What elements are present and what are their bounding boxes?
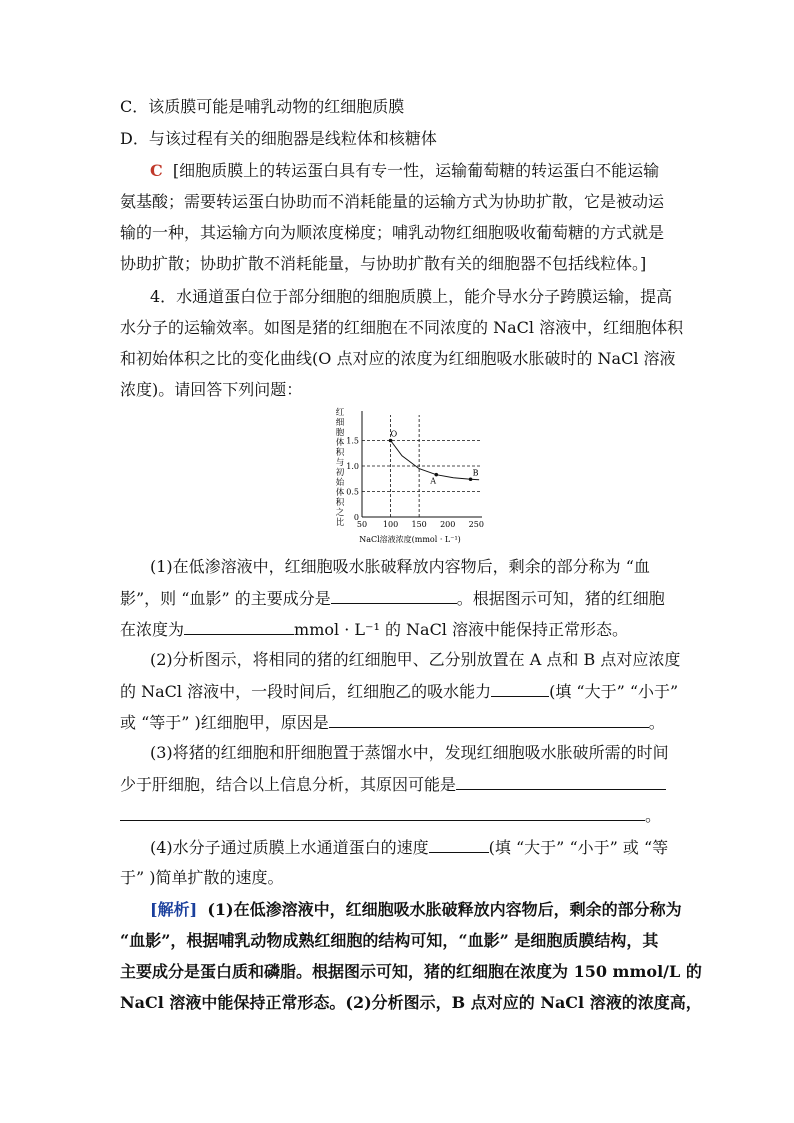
- q3-line-2: 少于肝细胞，结合以上信息分析，其原因可能是: [120, 773, 676, 796]
- y-tick-label: 0: [353, 513, 359, 522]
- question4-line-3: 和初始体积之比的变化曲线(O 点对应的浓度为红细胞吸水胀破时的 NaCl 溶液: [120, 349, 676, 368]
- x-tick-label: 200: [440, 520, 456, 529]
- q1-blank-2[interactable]: [184, 618, 294, 635]
- y-axis-title-char: 比: [335, 518, 345, 528]
- q3-line-1: (3)将猪的红细胞和肝细胞置于蒸馏水中，发现红细胞吸水胀破所需的时间: [150, 743, 669, 762]
- option-d: D．与该过程有关的细胞器是线粒体和核糖体: [120, 129, 437, 148]
- x-tick-label: 100: [382, 520, 399, 529]
- y-axis-title-char: 体: [335, 438, 345, 448]
- question4-line-2: 水分子的运输效率。如图是猪的红细胞在不同浓度的 NaCl 溶液中，红细胞体积: [120, 318, 684, 337]
- q4-line-1: (4)水分子通过质膜上水通道蛋白的速度 (填 “大于” “小于” 或 “等: [150, 838, 669, 857]
- analysis-line-4: NaCl 溶液中能保持正常形态。(2)分析图示，B 点对应的 NaCl 溶液的浓度高，: [120, 993, 702, 1012]
- prev-answer-line-4: 协助扩散；协助扩散不消耗能量，与协助扩散有关的细胞器不包括线粒体。]: [120, 254, 647, 273]
- data-point: [469, 477, 473, 481]
- question4-line-4: 浓度)。请回答下列问题：: [120, 380, 303, 399]
- q2-blank-1[interactable]: [491, 680, 549, 697]
- x-tick-label: 50: [356, 520, 368, 529]
- point-label: O: [390, 429, 398, 439]
- y-tick-label: 0.5: [346, 487, 359, 497]
- q2-line-1: (2)分析图示，将相同的猪的红细胞甲、乙分别放置在 A 点和 B 点对应浓度: [150, 650, 681, 669]
- analysis-line-2: “血影”，根据哺乳动物成熟红细胞的结构可知，“血影” 是细胞质膜结构，其: [120, 931, 659, 950]
- q3-line-3: 。: [120, 804, 676, 827]
- q1-line-1: (1)在低渗溶液中，红细胞吸水胀破释放内容物后，剩余的部分称为 “血: [150, 557, 650, 576]
- y-axis-title: [336, 407, 345, 528]
- analysis-tag: [解析]: [150, 900, 198, 919]
- rbc-volume-chart: [300, 405, 500, 545]
- q2-line-3: 或 “等于” )红细胞甲，原因是 。: [120, 713, 665, 732]
- x-tick-label: 250: [468, 520, 484, 529]
- option-c: C．该质膜可能是哺乳动物的红细胞质膜: [120, 97, 405, 116]
- y-axis-title-char: 积: [335, 498, 345, 508]
- x-tick-label: 150: [411, 520, 427, 529]
- prev-answer-line-1: C [细胞质膜上的转运蛋白具有专一性，运输葡萄糖的转运蛋白不能运输: [150, 161, 660, 180]
- q1-line-2: 影”，则 “血影” 的主要成分是 。根据图示可知，猪的红细胞: [120, 589, 665, 608]
- y-tick-label: 1.0: [346, 462, 359, 471]
- y-axis-title-char: 始: [335, 478, 345, 488]
- data-points: [389, 430, 479, 486]
- tick-labels: [346, 437, 484, 530]
- answer-letter: C: [150, 161, 163, 180]
- y-axis-title-char: 体: [335, 488, 345, 498]
- q4-blank-1[interactable]: [429, 836, 489, 853]
- y-axis-title-char: 红: [335, 408, 345, 418]
- q1-blank-1[interactable]: [331, 587, 457, 604]
- y-tick-label: 1.5: [346, 436, 359, 446]
- y-axis-title-char: 之: [335, 508, 345, 518]
- q2-blank-2[interactable]: [329, 711, 649, 728]
- y-axis-title-char: 初: [335, 468, 345, 478]
- question4-line-1: 4．水通道蛋白位于部分细胞的细胞质膜上，能介导水分子跨膜运输，提高: [150, 287, 673, 306]
- y-axis-title-char: 胞: [335, 428, 345, 438]
- q3-blank-2[interactable]: [120, 804, 645, 821]
- point-label: B: [472, 468, 479, 478]
- data-point: [389, 439, 393, 443]
- q3-blank-1[interactable]: [456, 773, 666, 790]
- y-axis-title-char: 细: [335, 418, 345, 428]
- q4-line-2: 于” )简单扩散的速度。: [120, 868, 284, 887]
- q1-line-3: 在浓度为 mmol · L⁻¹ 的 NaCl 溶液中能保持正常形态。: [120, 620, 629, 639]
- q2-line-2: 的 NaCl 溶液中，一段时间后，红细胞乙的吸水能力 (填 “大于” “小于”: [120, 682, 679, 701]
- y-axis-title-char: 积: [335, 448, 345, 458]
- point-label: A: [430, 476, 437, 486]
- guide-lines: [362, 415, 482, 517]
- prev-answer-line-2: 氨基酸；需要转运蛋白协助而不消耗能量的运输方式为协助扩散，它是被动运: [120, 192, 665, 211]
- analysis-line-3: 主要成分是蛋白质和磷脂。根据图示可知，猪的红细胞在浓度为 150 mmol/L 的: [120, 962, 702, 981]
- analysis-line-1: [解析] (1)在低渗溶液中，红细胞吸水胀破释放内容物后，剩余的部分称为: [150, 900, 682, 919]
- x-axis-label: NaCl溶液浓度(mmol · L⁻¹): [359, 535, 461, 544]
- prev-answer-line-3: 输的一种，其运输方向为顺浓度梯度；哺乳动物红细胞吸收葡萄糖的方式就是: [120, 223, 665, 242]
- y-axis-title-char: 与: [335, 458, 345, 468]
